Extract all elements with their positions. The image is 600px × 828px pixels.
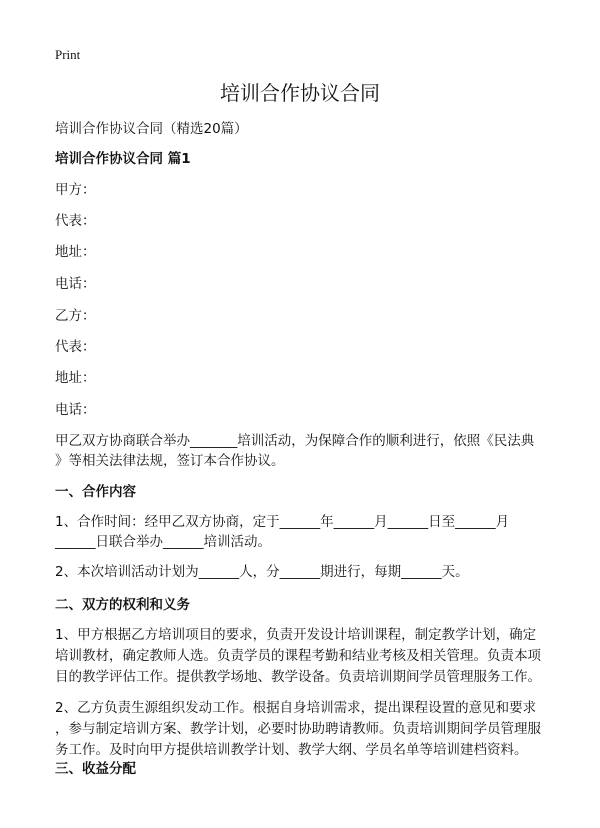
section-heading: 一、合作内容 — [55, 484, 136, 500]
party-a-phone: 电话： — [55, 276, 96, 292]
intro-line: 甲乙双方协商联合举办_______培训活动，为保障合作的顺利进行，依照《民法典 — [55, 433, 535, 449]
section-heading: 二、双方的权利和义务 — [55, 597, 190, 613]
paragraph-line: 目的教学评估工作。提供教学场地、教学设备。负责培训期间学员管理服务工作。 — [55, 669, 541, 685]
paragraph-line: 1、甲方根据乙方培训项目的要求，负责开发设计培训课程，制定教学计划，确定 — [55, 627, 537, 643]
subtitle: 培训合作协议合同（精选20篇） — [55, 121, 248, 137]
party-a-address: 地址： — [55, 244, 96, 260]
paragraph-line: 2、乙方负责生源组织发动工作。根据自身培训需求，提出课程设置的意见和要求 — [55, 700, 537, 716]
party-a-field: 甲方： — [55, 182, 96, 198]
page-title: 培训合作协议合同 — [220, 81, 380, 105]
paragraph-line: ，参与制定培训方案、教学计划，必要时协助聘请教师。负责培训期间学员管理服 — [55, 721, 541, 737]
print-link[interactable]: Print — [55, 47, 81, 62]
party-a-representative: 代表： — [55, 213, 96, 229]
article-heading: 培训合作协议合同 篇1 — [55, 151, 191, 167]
party-b-phone: 电话： — [55, 402, 96, 418]
paragraph-line: 务工作。及时向甲方提供培训教学计划、教学大纲、学员名单等培训建档资料。 — [55, 742, 528, 758]
intro-line: 》等相关法律法规，签订本合作协议。 — [55, 453, 285, 469]
paragraph-line: 培训教材，确定教师人选。负责学员的课程考勤和结业考核及相关管理。负责本项 — [55, 648, 541, 664]
section-heading: 三、收益分配 — [55, 761, 136, 777]
party-b-field: 乙方： — [55, 308, 96, 324]
paragraph-line: ______日联合举办______培训活动。 — [55, 534, 271, 550]
party-b-representative: 代表： — [55, 339, 96, 355]
paragraph-line: 1、合作时间：经甲乙双方协商，定于______年______月______日至______月 — [55, 514, 510, 530]
paragraph-line: 2、本次培训活动计划为______人，分______期进行，每期______天。 — [55, 564, 469, 580]
party-b-address: 地址： — [55, 370, 96, 386]
